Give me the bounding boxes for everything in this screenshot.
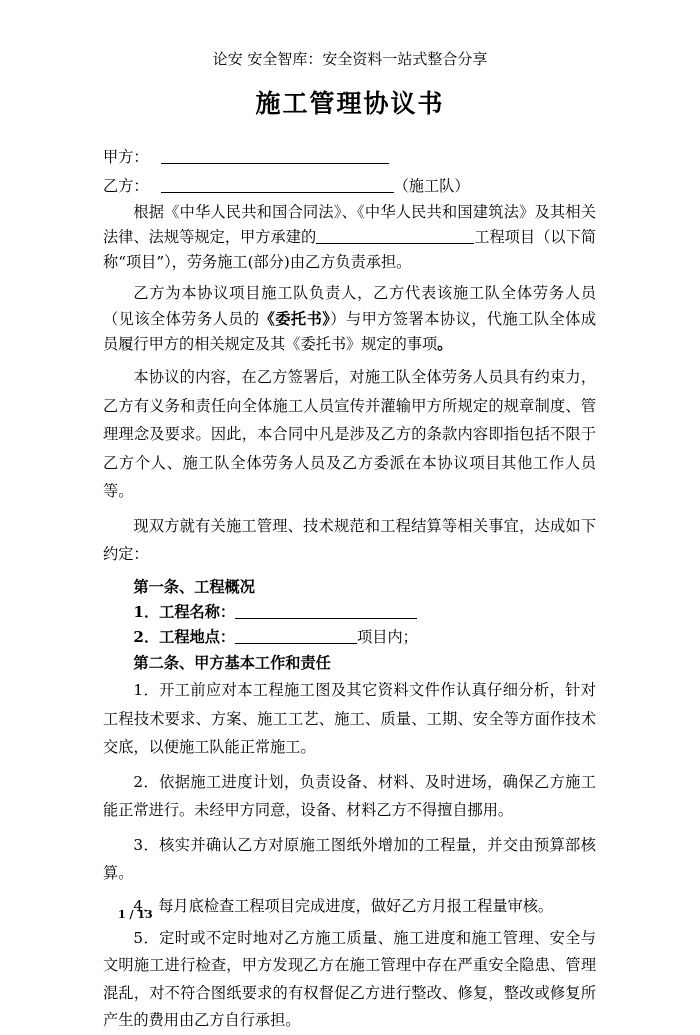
para1-text-a: 根据《中华人民共和国合同法》、《中华人民共和国建筑法》及其相关法律、法规等规定，甲方承建的 xyxy=(103,202,596,246)
party-b-suffix: （施工队） xyxy=(393,177,470,196)
project-title-blank xyxy=(235,600,417,619)
party-a-label: 甲方： xyxy=(103,148,149,166)
a2-item-2: 2．依据施工进度计划，负责设备、材料、及时进场，确保乙方施工能正常进行。未经甲方同意，设备、材料乙方不得擅自挪用。 xyxy=(103,772,596,820)
a2-item-1: 1．开工前应对本工程施工图及其它资料文件作认真仔细分析，针对工程技术要求、方案、施工工艺、施工、质量、工期、安全等方面作技术交底，以便施工队能正常施工。 xyxy=(103,681,596,757)
para2-text-c: ）与甲方签署本协议，代施工队全体成员履行甲方的相关规定及其《委托书》规定的事项 xyxy=(103,309,597,354)
a1-item-2 xyxy=(103,625,596,650)
a2-item-5: 5．定时或不定时地对乙方施工质量、施工进度和施工管理、安全与文明施工进行检查，甲方发现乙方在施工管理中存在严重安全隐患、管理混乱，对不符合图纸要求的有权督促乙方进行整改、修复，整改或修复所产生的费用由乙方自行承担。 xyxy=(103,928,596,1030)
a1-item2-label: 2．工程地点： xyxy=(133,628,236,647)
party-b-label: 乙方： xyxy=(103,177,149,196)
para2-text-d: 。 xyxy=(437,335,453,354)
para2-text-a: 乙方为本协议项目施工队负责人，乙方代表该施工队全体劳务人员（见该全体劳务人员的 xyxy=(103,284,596,328)
paragraph-1 xyxy=(103,200,596,276)
page-number: 1 / 13 xyxy=(118,908,153,921)
document-body xyxy=(103,145,596,1035)
party-b-line xyxy=(103,174,596,199)
a2-item-4: 4．每月底检查工程项目完成进度，做好乙方月报工程量审核。 xyxy=(133,896,554,915)
a1-item1-label: 1．工程名称： xyxy=(133,603,236,622)
a1-item-1 xyxy=(103,600,596,625)
a2-item-3: 3．核实并确认乙方对原施工图纸外增加的工程量，并交由预算部核算。 xyxy=(103,835,596,883)
party-b-blank xyxy=(161,174,394,193)
para2-text-bold: 《委托书》 xyxy=(259,309,331,328)
article-2-title: 第二条、甲方基本工作和责任 xyxy=(133,653,331,672)
document-header: 论安 安全智库：安全资料一站式整合分享 xyxy=(212,50,488,68)
project-name-blank xyxy=(316,225,474,244)
article-1-title: 第一条、工程概况 xyxy=(133,577,255,596)
paragraph-2 xyxy=(103,281,596,357)
document-title: 施工管理协议书 xyxy=(255,89,445,118)
a1-item2-suffix: 项目内； xyxy=(357,628,418,647)
project-location-blank xyxy=(235,625,357,644)
paragraph-3: 本协议的内容，在乙方签署后，对施工队全体劳务人员具有约束力，乙方有义务和责任向全体施工人员宣传并灌输甲方所规定的规章制度、管理理念及要求。因此，本合同中凡是涉及乙方的条款内容即指包括不限于乙方个人、施工队全体劳务人员及乙方委派在本协议项目其他工作人员等。 xyxy=(103,368,596,501)
party-a-blank xyxy=(161,145,389,164)
para1-text-b: 工程项目（以下简称“项目”），劳务施工(部分)由乙方负责承担。 xyxy=(103,227,597,272)
party-a-line xyxy=(103,145,596,170)
paragraph-4: 现双方就有关施工管理、技术规范和工程结算等相关事宜，达成如下约定： xyxy=(103,516,596,564)
